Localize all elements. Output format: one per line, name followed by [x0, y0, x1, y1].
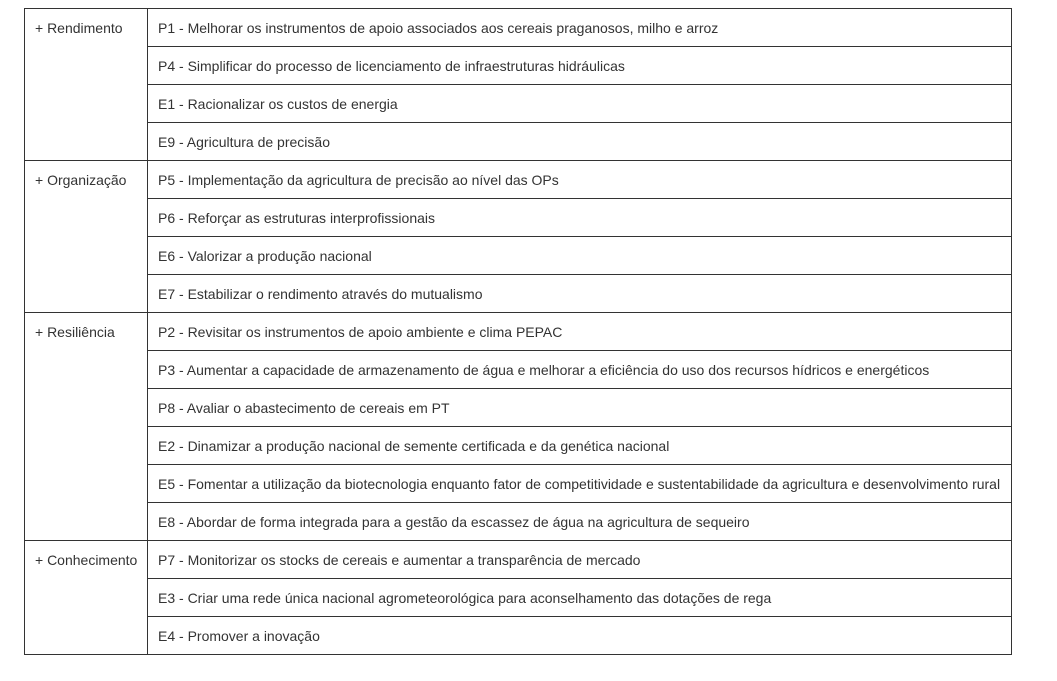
measure-item: P7 - Monitorizar os stocks de cereais e aumentar a transparência de mercado [148, 541, 1012, 579]
table-row [25, 9, 1012, 47]
group-label-conhecimento: + Conhecimento [25, 541, 148, 655]
measure-item: E7 - Estabilizar o rendimento através do mutualismo [148, 275, 1012, 313]
measure-item: E6 - Valorizar a produção nacional [148, 237, 1012, 275]
measure-item: E2 - Dinamizar a produção nacional de semente certificada e da genética nacional [148, 427, 1012, 465]
measure-item: P1 - Melhorar os instrumentos de apoio associados aos cereais praganosos, milho e arroz [148, 9, 1012, 47]
table-row [25, 617, 1012, 655]
table-row [25, 85, 1012, 123]
measure-item: P8 - Avaliar o abastecimento de cereais em PT [148, 389, 1012, 427]
table-row [25, 47, 1012, 85]
measure-item: P2 - Revisitar os instrumentos de apoio ambiente e clima PEPAC [148, 313, 1012, 351]
measures-table [24, 8, 1012, 655]
measure-item: E4 - Promover a inovação [148, 617, 1012, 655]
table-row [25, 199, 1012, 237]
table-row [25, 541, 1012, 579]
table-row [25, 579, 1012, 617]
table-row [25, 465, 1012, 503]
measure-item: E9 - Agricultura de precisão [148, 123, 1012, 161]
table-row [25, 427, 1012, 465]
measure-item: P6 - Reforçar as estruturas interprofissionais [148, 199, 1012, 237]
table-row [25, 275, 1012, 313]
group-label-rendimento: + Rendimento [25, 9, 148, 161]
measure-item: P4 - Simplificar do processo de licenciamento de infraestruturas hidráulicas [148, 47, 1012, 85]
table-row [25, 237, 1012, 275]
measure-item: P3 - Aumentar a capacidade de armazenamento de água e melhorar a eficiência do uso dos recursos hídricos e energéticos [148, 351, 1012, 389]
table-row [25, 313, 1012, 351]
measure-item: P5 - Implementação da agricultura de precisão ao nível das OPs [148, 161, 1012, 199]
table-row [25, 123, 1012, 161]
measure-item: E8 - Abordar de forma integrada para a gestão da escassez de água na agricultura de sequeiro [148, 503, 1012, 541]
group-label-resiliencia: + Resiliência [25, 313, 148, 541]
group-label-organizacao: + Organização [25, 161, 148, 313]
table-row [25, 389, 1012, 427]
table-row [25, 161, 1012, 199]
measure-item: E5 - Fomentar a utilização da biotecnologia enquanto fator de competitividade e sustentabilidade da agricultura e desenvolvimento rural [148, 465, 1012, 503]
table-row [25, 351, 1012, 389]
table-row [25, 503, 1012, 541]
measure-item: E3 - Criar uma rede única nacional agrometeorológica para aconselhamento das dotações de rega [148, 579, 1012, 617]
measure-item: E1 - Racionalizar os custos de energia [148, 85, 1012, 123]
